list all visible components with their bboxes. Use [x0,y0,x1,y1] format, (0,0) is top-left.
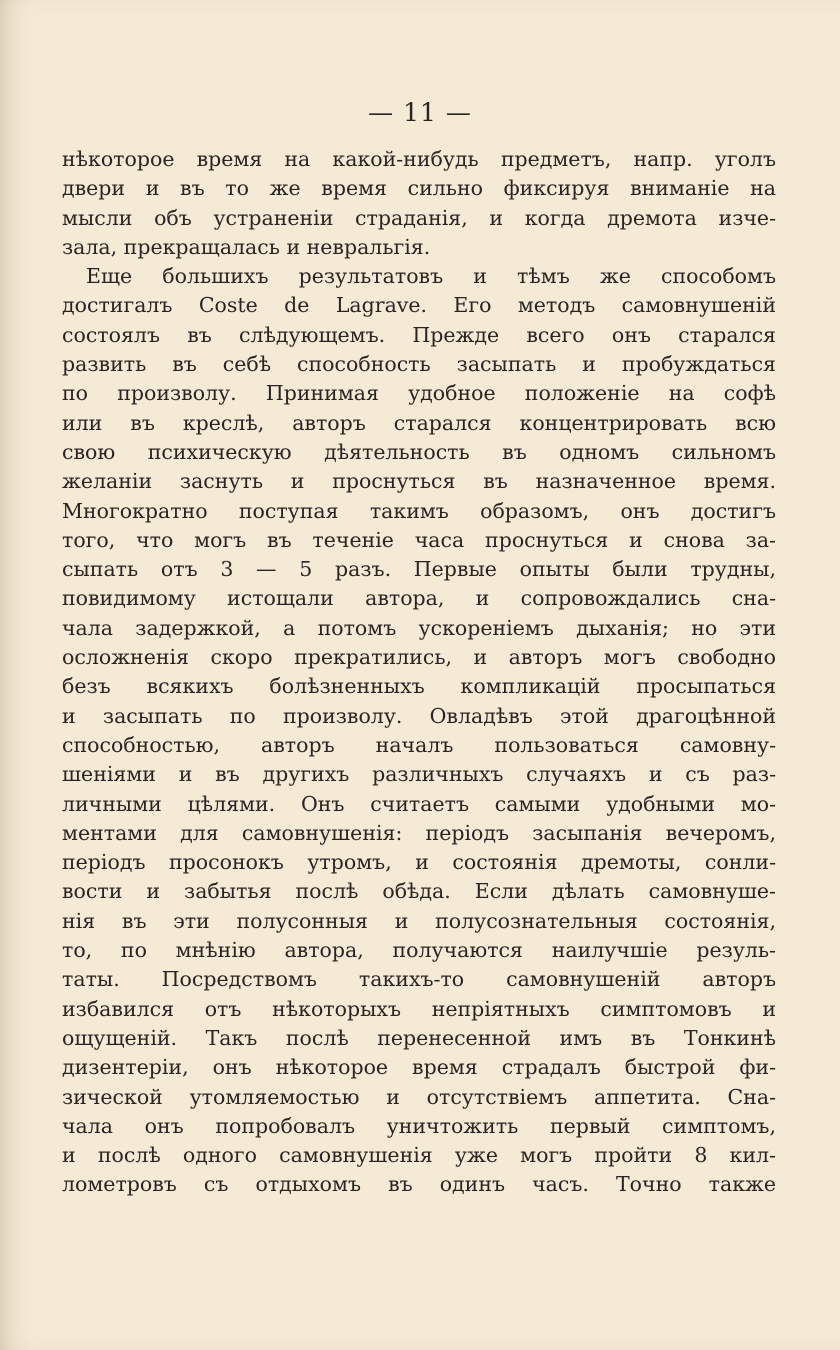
text-line: періодъ просонокъ утромъ, и состоянія дремоты, сонли- [62,850,776,875]
text-line: сыпать отъ 3 — 5 разъ. Первые опыты были трудны, [62,557,776,582]
text-line: двери и въ то же время сильно фиксируя вниманіе на [62,176,776,201]
text-line: или въ креслѣ, авторъ старался концентрировать всю [62,410,776,435]
text-line: вости и забытья послѣ обѣда. Если дѣлать самовнуше- [62,879,776,904]
text-line: дизентеріи, онъ нѣкоторое время страдалъ быстрой фи- [62,1055,776,1080]
text-line: безъ всякихъ болѣзненныхъ компликацій просыпаться [62,674,776,699]
text-line: достигалъ Coste de Lagrave. Его методъ самовнушеній [62,293,776,318]
text-line: личными цѣлями. Онъ считаетъ самыми удобными мо- [62,791,776,816]
text-line: свою психическую дѣятельность въ одномъ сильномъ [62,439,776,464]
text-line: состоялъ въ слѣдующемъ. Прежде всего онъ старался [62,322,776,347]
text-line: зала, прекращалась и невральгія. [62,234,431,259]
text-line: лометровъ съ отдыхомъ въ одинъ часъ. Точно также [62,1172,776,1197]
text-line: и послѣ одного самовнушенія уже могъ пройти 8 кил- [62,1143,776,1168]
text-line: Еще большихъ результатовъ и тѣмъ же способомъ [86,264,776,289]
text-line: избавился отъ нѣкоторыхъ непріятныхъ симптомовъ и [62,996,776,1021]
text-line: того, что могъ въ теченіе часа проснуться и снова за- [62,527,776,552]
text-line: осложненія скоро прекратились, и авторъ могъ свободно [62,645,776,670]
text-line: таты. Посредствомъ такихъ-то самовнушеній авторъ [62,967,776,992]
text-line: чала задержкой, а потомъ ускореніемъ дыханія; но эти [62,615,776,640]
text-line: по произволу. Принимая удобное положеніе на софѣ [62,381,776,406]
text-line: развить въ себѣ способность засыпать и пробуждаться [62,352,776,377]
text-line: способностью, авторъ началъ пользоваться самовну- [62,732,776,757]
page-number: — 11 — [368,98,472,127]
text-line: нѣкоторое время на какой-нибудь предметъ, напр. уголъ [62,147,776,171]
text-line: шеніями и въ другихъ различныхъ случаяхъ и съ раз- [62,762,776,787]
text-line: желаніи заснуть и проснуться въ назначенное время. [62,469,776,494]
text-line: то, по мнѣнію автора, получаются наилучшіе резуль- [62,938,776,963]
text-line: зической утомляемостью и отсутствіемъ аппетита. Сна- [62,1084,776,1109]
text-line: нія въ эти полусонныя и полусознательныя состоянія, [62,908,776,933]
text-line: мысли объ устраненіи страданія, и когда дремота изче- [62,205,776,230]
text-line: и засыпать по произволу. Овладѣвъ этой драгоцѣнной [62,703,776,728]
text-line: повидимому истощали автора, и сопровождались сна- [62,586,776,611]
text-line: ментами для самовнушенія: періодъ засыпанія вечеромъ, [62,820,776,845]
text-line: чала онъ попробовалъ уничтожить первый симптомъ, [62,1113,776,1138]
body-text [62,145,776,1200]
text-line: ощущеній. Такъ послѣ перенесенной имъ въ Тонкинѣ [62,1025,776,1050]
text-line: Многократно поступая такимъ образомъ, онъ достигъ [62,498,776,523]
